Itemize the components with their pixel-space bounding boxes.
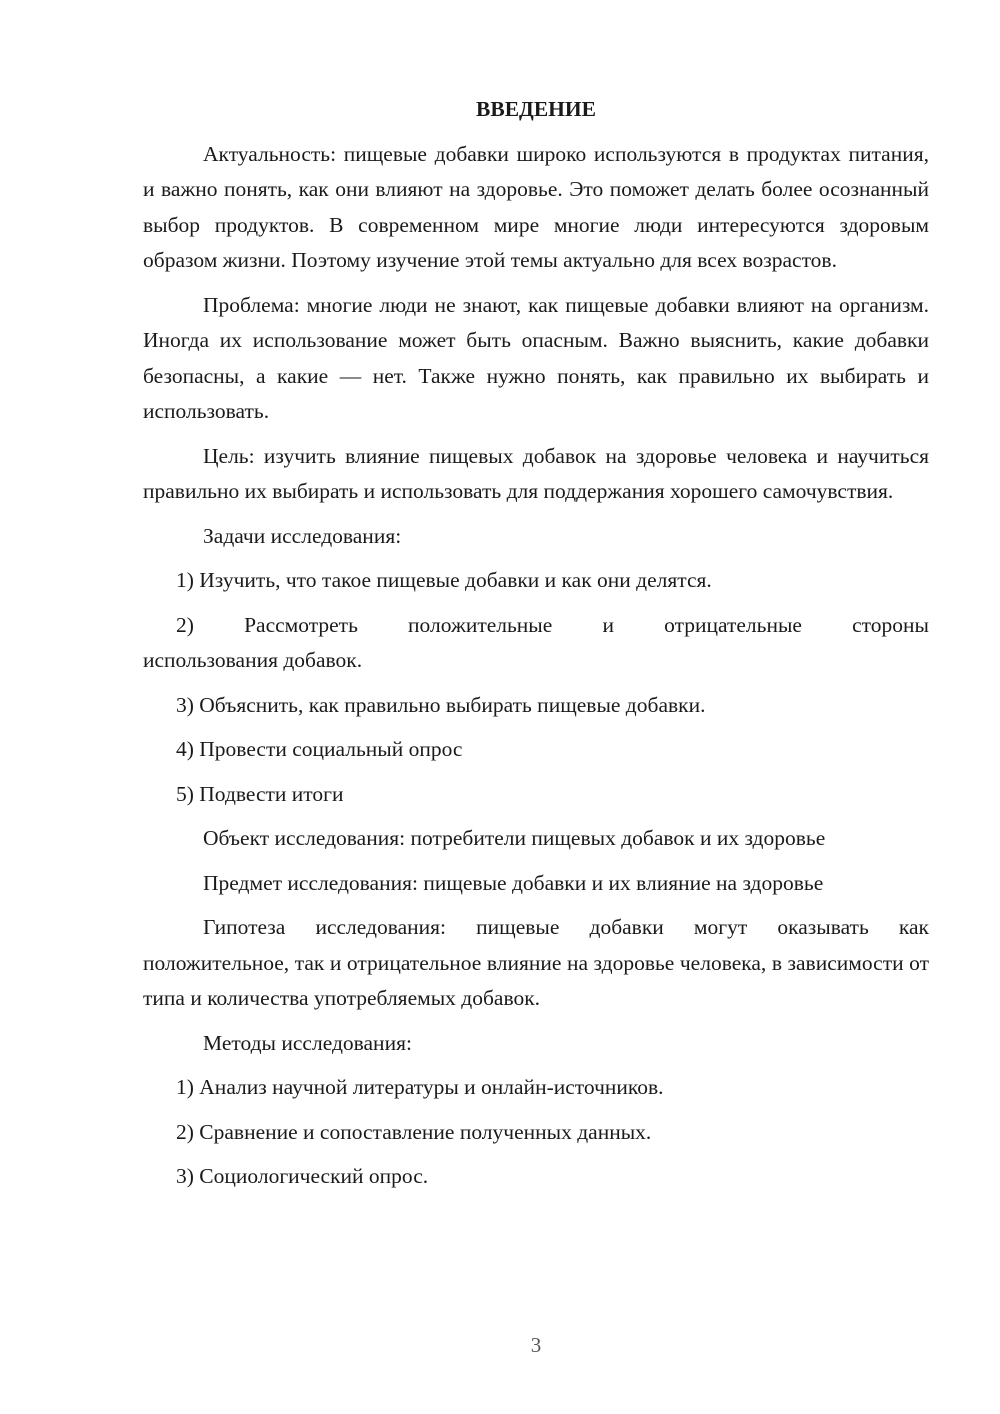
task-item-4: 4) Провести социальный опрос bbox=[176, 737, 463, 761]
document-page bbox=[143, 92, 929, 1204]
task-item-2-first-line bbox=[143, 608, 929, 644]
task-item-2-word: стороны bbox=[852, 612, 929, 637]
problem-paragraph: Проблема: многие люди не знают, как пищевые добавки влияют на организм. Иногда их использование может быть опасным. Важно выяснить, какие добавки безопасны, а какие — нет. Также нужно понять, как правильно их выбирать и использовать. bbox=[143, 292, 929, 423]
task-item-3: 3) Объяснить, как правильно выбирать пищевые добавки. bbox=[176, 692, 706, 717]
task-item-2-continuation: использования добавок. bbox=[143, 648, 363, 672]
task-item-2-word: Рассмотреть bbox=[244, 612, 358, 637]
methods-heading: Методы исследования: bbox=[203, 1030, 412, 1055]
section-title: ВВЕДЕНИЕ bbox=[476, 97, 596, 121]
task-item-1: 1) Изучить, что такое пищевые добавки и как они делятся. bbox=[176, 568, 712, 592]
task-item-2-word: и bbox=[602, 612, 614, 637]
hypothesis-paragraph: Гипотеза исследования: пищевые добавки могут оказывать как положительное, так и отрицательное влияние на здоровье человека, в зависимости от типа и количества употребляемых добавок. bbox=[143, 915, 929, 1010]
task-item-2-word: отрицательные bbox=[664, 612, 802, 637]
method-item-2: 2) Сравнение и сопоставление полученных данных. bbox=[176, 1119, 652, 1144]
task-item-2 bbox=[143, 608, 929, 679]
method-item-3: 3) Социологический опрос. bbox=[176, 1164, 429, 1188]
task-item-2-word: положительные bbox=[408, 612, 553, 637]
goal-paragraph: Цель: изучить влияние пищевых добавок на здоровье человека и научиться правильно их выбирать и использовать для поддержания хорошего самочувствия. bbox=[143, 443, 929, 503]
object-paragraph: Объект исследования: потребители пищевых добавок и их здоровье bbox=[203, 826, 826, 850]
task-item-5: 5) Подвести итоги bbox=[176, 781, 344, 806]
task-item-2-word: 2) bbox=[176, 612, 194, 637]
tasks-heading: Задачи исследования: bbox=[203, 523, 402, 548]
method-item-1: 1) Анализ научной литературы и онлайн-источников. bbox=[176, 1075, 664, 1099]
relevance-paragraph: Актуальность: пищевые добавки широко используются в продуктах питания, и важно понять, как они влияют на здоровье. Это поможет делать более осознанный выбор продуктов. В современном мире многие люди интересуются здоровым образом жизни. Поэтому изучение этой темы актуально для всех возрастов. bbox=[143, 141, 929, 272]
page-number: 3 bbox=[530, 1333, 542, 1357]
subject-paragraph: Предмет исследования: пищевые добавки и их влияние на здоровье bbox=[203, 870, 824, 895]
